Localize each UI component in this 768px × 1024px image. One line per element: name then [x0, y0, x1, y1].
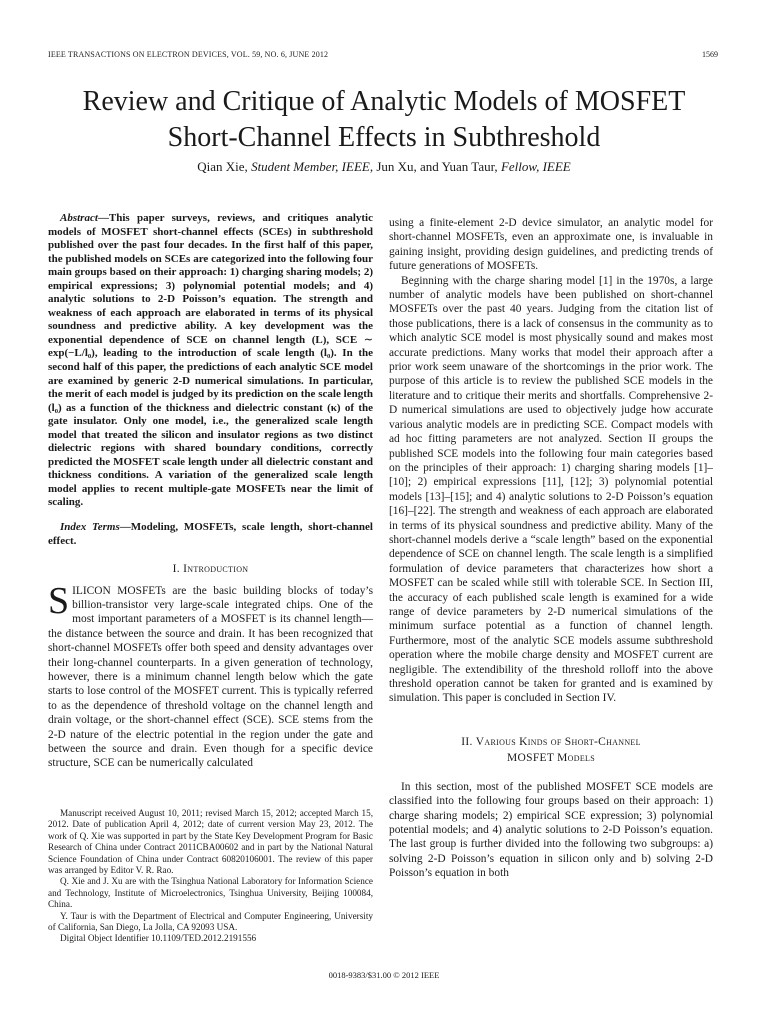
- author-list: [20, 159, 748, 175]
- paper-title: [20, 84, 748, 156]
- abstract: [48, 212, 373, 510]
- footnote-affiliation-2: Y. Taur is with the Department of Electrical and Computer Engineering, University of California, San Diego, La Jolla, CA 92093 USA.: [48, 910, 373, 933]
- section-2-heading: [389, 734, 713, 766]
- abstract-label: Abstract: [60, 212, 98, 224]
- dropcap-letter: S: [48, 579, 70, 622]
- copyright-footer: 0018-9383/$31.00 © 2012 IEEE: [328, 970, 440, 980]
- section-2-number: II.: [461, 735, 476, 748]
- journal-header: IEEE TRANSACTIONS ON ELECTRON DEVICES, VOL. 59, NO. 6, JUNE 2012: [48, 50, 329, 59]
- index-terms: [48, 521, 373, 548]
- section-1-number: I.: [172, 563, 184, 576]
- right-column: [389, 216, 713, 881]
- left-column: [48, 212, 373, 771]
- title-line-2: Short-Channel Effects in Subthreshold: [167, 122, 601, 153]
- intro-first-word: ILICON: [72, 584, 111, 597]
- right-paragraph-1: using a finite-element 2-D device simulator, an analytic model for short-channel MOSFETs, even an approximate one, is invaluable in gaining insight, providing design guidelines, and predicting trends of future generations of MOSFETs.: [389, 217, 713, 273]
- right-paragraph-2: Beginning with the charge sharing model [1] in the 1970s, a large number of analytic models have been published on short-channel MOSFETs over the past 40 years. Judging from the citation list of those publications, there is a lack of consensus in the community as to which analytic SCE model is most physically sound and makes most accurate predictions. Many works that model their approach after a prior work seem unaware of the shortcomings in the prior work. The purpose of this article is to review the published SCE models in the literature and to critique their merits and shortfalls. Comprehensive 2-D numerical simulations are used to objectively judge how accurate various analytic models are in predicting SCE. Compact models with ad hoc fitting parameters are not analyzed. Section II groups the published SCE models into the following four main categories based on the principles of their approach: 1) charging sharing models [1]–[10]; 2) empirical expressions [11], [12]; 3) polynomial potential models [13]–[15]; and 4) analytic solutions to 2-D Poisson’s equation [16]–[22]. The strength and weakness of each approach are elaborated in terms of its physical soundness and predictive ability. Many of the short-channel models derive a “scale length” based on the exponential dependence of SCE on channel length. The scale length is a simplified formulation of device parameters that characterizes how short a MOSFET can be scaled while still with tolerable SCE. In Section III, the accuracy of each published scale length is examined for a wide range of device parameters by 2-D numerical simulations of the minimum surface potential as a function of channel length. Furthermore, most of the analytic SCE models assume subthreshold operation where the mobile charge density and MOSFET current are negligible. The extendibility of the threshold rolloff into the above threshold operation cannot be taken for granted and is examined by simulation. This paper is concluded in Section IV.: [389, 274, 713, 705]
- section-1-title: Introduction: [183, 563, 249, 576]
- title-line-1: Review and Critique of Analytic Models of MOSFET: [82, 86, 686, 117]
- author-1-role: Student Member, IEEE: [251, 159, 370, 174]
- intro-paragraph: [48, 579, 373, 771]
- index-terms-text: —Modeling, MOSFETs, scale length, short-channel effect.: [48, 521, 373, 547]
- author-2-3: , Jun Xu, and Yuan Taur,: [369, 159, 498, 174]
- intro-text: MOSFETs are the basic building blocks of today’s billion-transistor very large-scale integrated chips. One of the most important parameters of a MOSFET is its channel length—the distance between the source and drain. It has been recognized that short-channel MOSFETs offer both speed and density advantages over their long-channel counterparts. In a given generation of technology, however, there is a minimum channel length below which the gate starts to lose control of the MOSFET current. This is typically referred to as the dependence of threshold voltage on the channel length and drain voltage, or the short-channel effect (SCE). SCE stems from the 2-D nature of the electric potential in the region under the gate and between the source and drain. Even though for a specific device structure, SCE can be numerically calculated: [48, 584, 373, 770]
- section-1-heading: [48, 562, 373, 576]
- index-terms-label: Index Terms: [60, 521, 120, 534]
- footnote-affiliation-1: Q. Xie and J. Xu are with the Tsinghua National Laboratory for Information Science and Technology, Institute of Microelectronics, Tsinghua University, Beijing 100084, China.: [48, 876, 373, 910]
- section-2-title-line-2: MOSFET Models: [507, 751, 595, 764]
- author-3-role: Fellow, IEEE: [500, 159, 571, 174]
- footnotes: [48, 808, 373, 945]
- right-paragraph-3: In this section, most of the published MOSFET SCE models are classified into the following four groups based on their approach: 1) charge sharing models; 2) empirical SCE expression; 3) polynomial potential models; and 4) analytic solutions to 2-D Poisson’s equation. The last group is further divided into the following two subgroups: a) solving 2-D Poisson’s equation in silicon only and b) solving 2-D Poisson’s equation in both: [389, 780, 713, 880]
- author-1: Qian Xie,: [197, 159, 248, 174]
- footnote-doi: Digital Object Identifier 10.1109/TED.2012.2191556: [60, 933, 257, 944]
- footnote-manuscript: Manuscript received August 10, 2011; revised March 15, 2012; accepted March 15, 2012. Date of publication April 4, 2012; date of current version May 23, 2012. The work of Q. Xie was supported in part by the State Key Development Program for Basic Research of China under Contract 2011CBA00602 and in part by the National Natural Science Foundation of China under Contract 60820106001. The review of this paper was arranged by Editor V. R. Rao.: [48, 808, 373, 876]
- section-2-title-line-1: Various Kinds of Short-Channel: [475, 735, 641, 748]
- abstract-text: —This paper surveys, reviews, and critiques analytic models of MOSFET short-channel effects (SCEs) in subthreshold published over the past four decades. In the first half of this paper, the published models on SCEs are categorized into the following four main groups based on their approach: 1) charging sharing models; 2) empirical expressions; 3) polynomial potential models; and 4) analytic solutions to 2-D Poisson’s equation. The strength and weakness of each approach are elaborated in terms of its physical soundness and predictive ability. A key development was the exponential dependence of SCE on channel length (L), SCE ∼ exp(−L/l₀), leading to the introduction of scale length (l₀). In the second half of this paper, the predictions of each analytic SCE model are examined by generic 2-D numerical simulations. In particular, the merit of each model is judged by its prediction on the scale length (l₀) as a function of the thickness and dielectric constant (κ) of the gate insulator. Only one model, i.e., the generalized scale length model that treated the silicon and insulator regions as two distinct dielectric regions with shared boundary conditions, correctly predicted the MOSFET scale length under all dielectric constant and thickness conditions. A variation of the generalized scale length model applies to recent multiple-gate MOSFETs near the limit of scaling.: [48, 212, 373, 509]
- page-number: 1569: [702, 50, 718, 59]
